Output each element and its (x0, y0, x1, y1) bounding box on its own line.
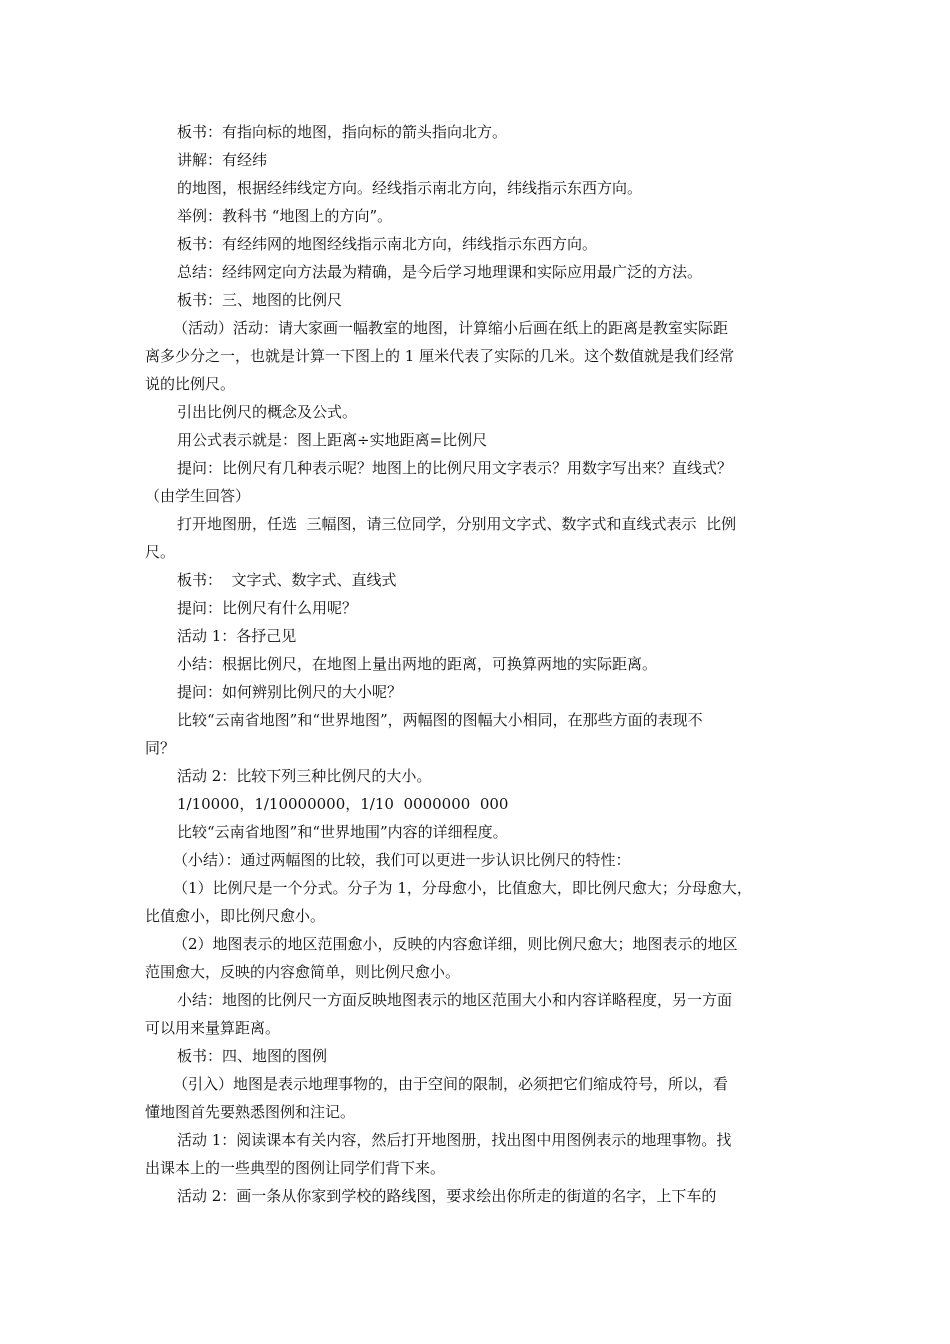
text-line: 同？ (145, 739, 176, 757)
text-line: （小结）：通过两幅图的比较，我们可以更进一步认识比例尺的特性： (173, 851, 631, 869)
text-line: 小结：根据比例尺，在地图上量出两地的距离，可换算两地的实际距离。 (177, 655, 658, 673)
text-line: 提问：比例尺有什么用呢？ (177, 599, 358, 617)
paragraph (145, 930, 810, 986)
text-line: 比较“云南省地图”和“世界地图”，两幅图的图幅大小相同，在那些方面的表现不 (177, 711, 703, 729)
paragraph (145, 1126, 810, 1182)
paragraph (145, 706, 810, 762)
text-line: 懂地图首先要熟悉图例和注记。 (145, 1103, 356, 1121)
text-line: 板书：三、地图的比例尺 (177, 291, 343, 309)
text-line: 1/10000，1/10000000，1/10 0000000 000 (177, 795, 509, 813)
text-line: 板书： 文字式、数字式、直线式 (177, 571, 397, 589)
text-line: 活动 1：阅读课本有关内容，然后打开地图册，找出图中用图例表示的地理事物。找 (177, 1131, 732, 1149)
text-line: 提问：比例尺有几种表示呢？地图上的比例尺用文字表示？用数字写出来？直线式？ (177, 459, 733, 477)
paragraph (145, 398, 810, 426)
paragraph (145, 202, 810, 230)
text-line: 引出比例尺的概念及公式。 (177, 403, 358, 421)
text-line: 板书：有指向标的地图，指向标的箭头指向北方。 (177, 123, 508, 141)
paragraph (145, 454, 810, 510)
paragraph (145, 1042, 810, 1070)
paragraph (145, 1182, 810, 1210)
paragraph (145, 230, 810, 258)
text-line: 比较“云南省地图”和“世界地围”内容的详细程度。 (177, 823, 508, 841)
text-line: 用公式表示就是：图上距离÷实地距离=比例尺 (177, 431, 488, 449)
text-line: 的地图，根据经纬线定方向。经线指示南北方向，纬线指示东西方向。 (177, 179, 643, 197)
paragraph (145, 510, 810, 566)
text-line: 出课本上的一些典型的图例让同学们背下来。 (145, 1159, 446, 1177)
paragraph (145, 846, 810, 874)
paragraph (145, 118, 810, 146)
text-line: 尺。 (145, 543, 176, 561)
paragraph (145, 314, 810, 398)
text-line: 活动 1：各抒己见 (177, 627, 297, 645)
paragraph (145, 426, 810, 454)
text-line: 小结：地图的比例尺一方面反映地图表示的地区范围大小和内容详略程度，另一方面 (177, 991, 733, 1009)
paragraph (145, 174, 810, 202)
text-line: （由学生回答） (145, 487, 251, 505)
text-line: 板书：有经纬网的地图经线指示南北方向，纬线指示东西方向。 (177, 235, 598, 253)
text-line: （2）地图表示的地区范围愈小，反映的内容愈详细，则比例尺愈大；地图表示的地区 (173, 935, 738, 953)
paragraph (145, 986, 810, 1042)
paragraph (145, 594, 810, 622)
paragraph (145, 286, 810, 314)
text-line: 说的比例尺。 (145, 375, 236, 393)
text-line: 举例：教科书 “地图上的方向”。 (177, 207, 393, 225)
paragraph (145, 1070, 810, 1126)
text-line: 讲解：有经纬 (177, 151, 268, 169)
paragraph (145, 258, 810, 286)
paragraph (145, 790, 810, 818)
paragraph (145, 818, 810, 846)
paragraph (145, 678, 810, 706)
text-line: 范围愈大，反映的内容愈简单，则比例尺愈小。 (145, 963, 461, 981)
paragraph (145, 874, 810, 930)
text-line: 离多少分之一，也就是计算一下图上的 1 厘米代表了实际的几米。这个数值就是我们经常 (145, 347, 735, 365)
text-line: 活动 2：画一条从你家到学校的路线图，要求绘出你所走的街道的名字，上下车的 (177, 1187, 717, 1205)
text-line: 可以用来量算距离。 (145, 1019, 281, 1037)
text-line: 总结：经纬网定向方法最为精确，是今后学习地理课和实际应用最广泛的方法。 (177, 263, 703, 281)
paragraph (145, 566, 810, 594)
paragraph (145, 762, 810, 790)
text-line: 提问：如何辨别比例尺的大小呢？ (177, 683, 403, 701)
text-line: 板书：四、地图的图例 (177, 1047, 328, 1065)
text-line: 比值愈小，即比例尺愈小。 (145, 907, 326, 925)
document-page (145, 118, 810, 1210)
text-line: 打开地图册，任选 三幅图，请三位同学，分别用文字式、数字式和直线式表示 比例 (177, 515, 737, 533)
text-line: 活动 2：比较下列三种比例尺的大小。 (177, 767, 432, 785)
paragraph (145, 622, 810, 650)
paragraph (145, 650, 810, 678)
text-line: （引入）地图是表示地理事物的，由于空间的限制，必须把它们缩成符号，所以，看 (173, 1075, 729, 1093)
paragraph (145, 146, 810, 174)
text-line: （1）比例尺是一个分式。分子为 1，分母愈小，比值愈大，即比例尺愈大；分母愈大， (173, 879, 752, 897)
text-line: （活动）活动：请大家画一幅教室的地图，计算缩小后画在纸上的距离是教室实际距 (173, 319, 729, 337)
